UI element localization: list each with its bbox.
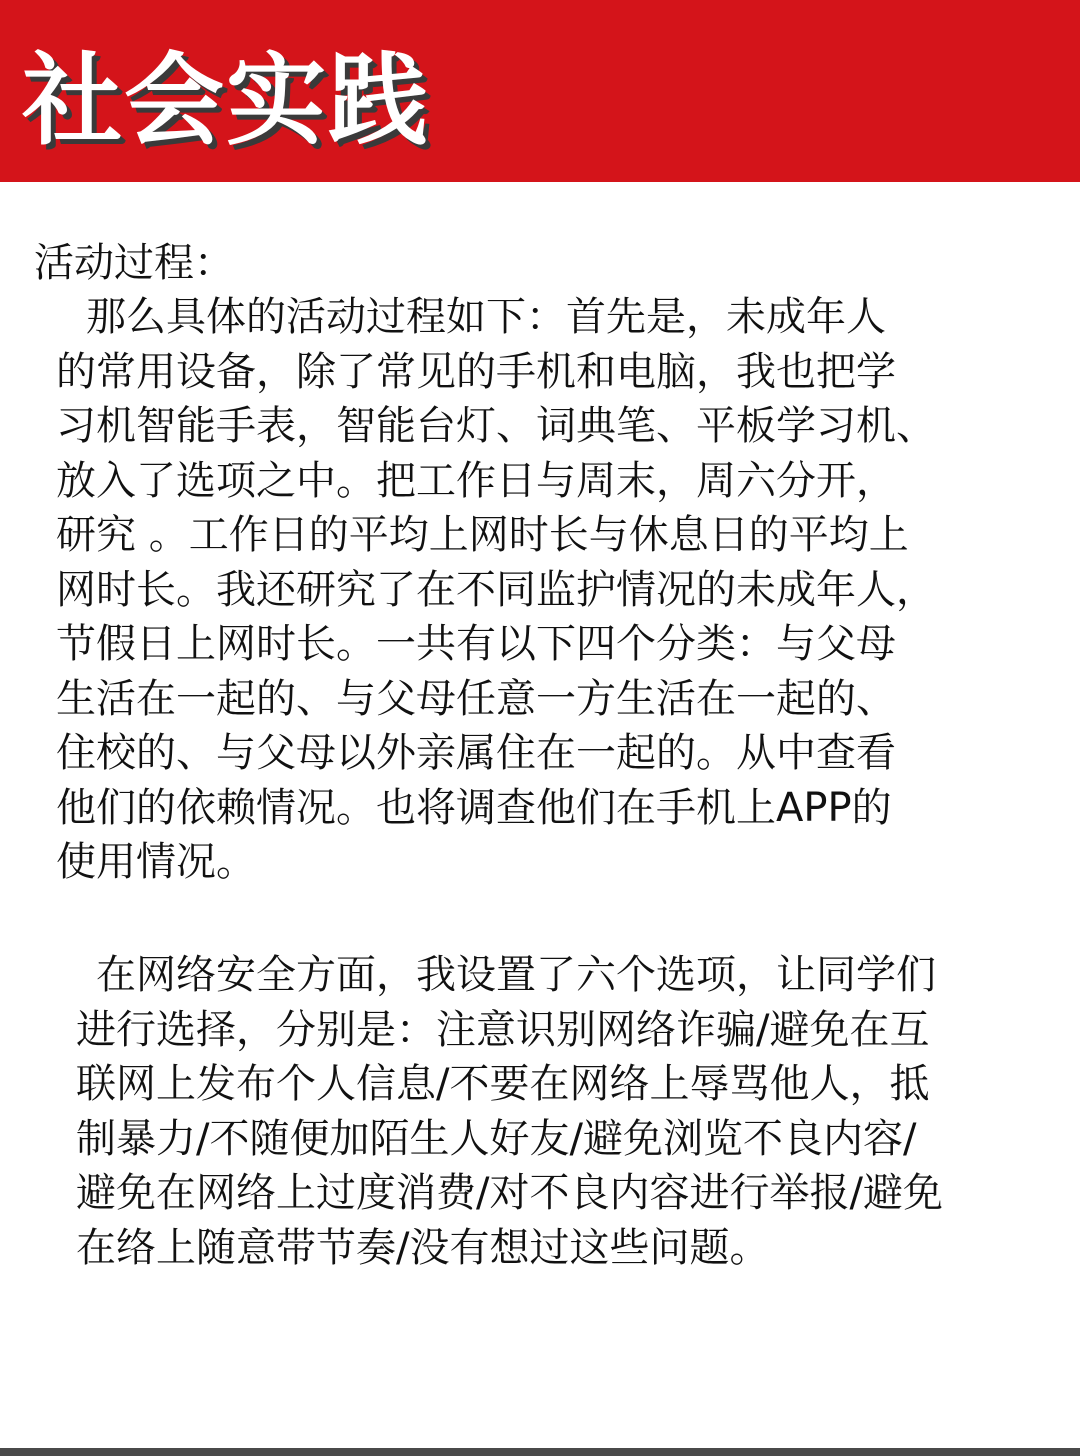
header-banner <box>0 0 1080 182</box>
paragraph-line: 那么具体的活动过程如下：首先是，未成年人 <box>86 294 886 340</box>
paragraph-line: 放入了选项之中。把工作日与周末，周六分开， <box>56 457 896 504</box>
paragraph-activity-process <box>56 290 1056 890</box>
section-label: 活动过程： <box>34 240 234 286</box>
paragraph-line: 他们的依赖情况。也将调查他们在手机上APP的 <box>56 784 892 831</box>
page-title: 社会实践 <box>22 42 430 159</box>
paragraph-network-safety <box>76 948 1076 1275</box>
paragraph-line: 进行选择，分别是：注意识别网络诈骗/避免在互 <box>76 1006 930 1053</box>
paragraph-line: 在网络安全方面，我设置了六个选项，让同学们 <box>96 952 936 998</box>
paragraph-line: 生活在一起的、与父母任意一方生活在一起的、 <box>56 675 896 722</box>
paragraph-line: 制暴力/不随便加陌生人好友/避免浏览不良内容/ <box>76 1115 917 1162</box>
bottom-divider <box>0 1448 1080 1456</box>
paragraph-line: 网时长。我还研究了在不同监护情况的未成年人， <box>56 566 936 613</box>
paragraph-line: 联网上发布个人信息/不要在网络上辱骂他人，抵 <box>76 1061 930 1107</box>
paragraph-line: 避免在网络上过度消费/对不良内容进行举报/避免 <box>76 1170 943 1216</box>
paragraph-line: 习机智能手表，智能台灯、词典笔、平板学习机、 <box>56 403 936 449</box>
paragraph-line: 使用情况。 <box>56 839 256 885</box>
paragraph-line: 住校的、与父母以外亲属住在一起的。从中查看 <box>56 730 896 776</box>
paragraph-line: 的常用设备，除了常见的手机和电脑，我也把学 <box>56 348 896 395</box>
paragraph-line: 节假日上网时长。一共有以下四个分类：与父母 <box>56 621 896 667</box>
paragraph-line: 在络上随意带节奏/没有想过这些问题。 <box>76 1224 770 1271</box>
paragraph-line: 研究 。工作日的平均上网时长与休息日的平均上 <box>56 512 909 558</box>
